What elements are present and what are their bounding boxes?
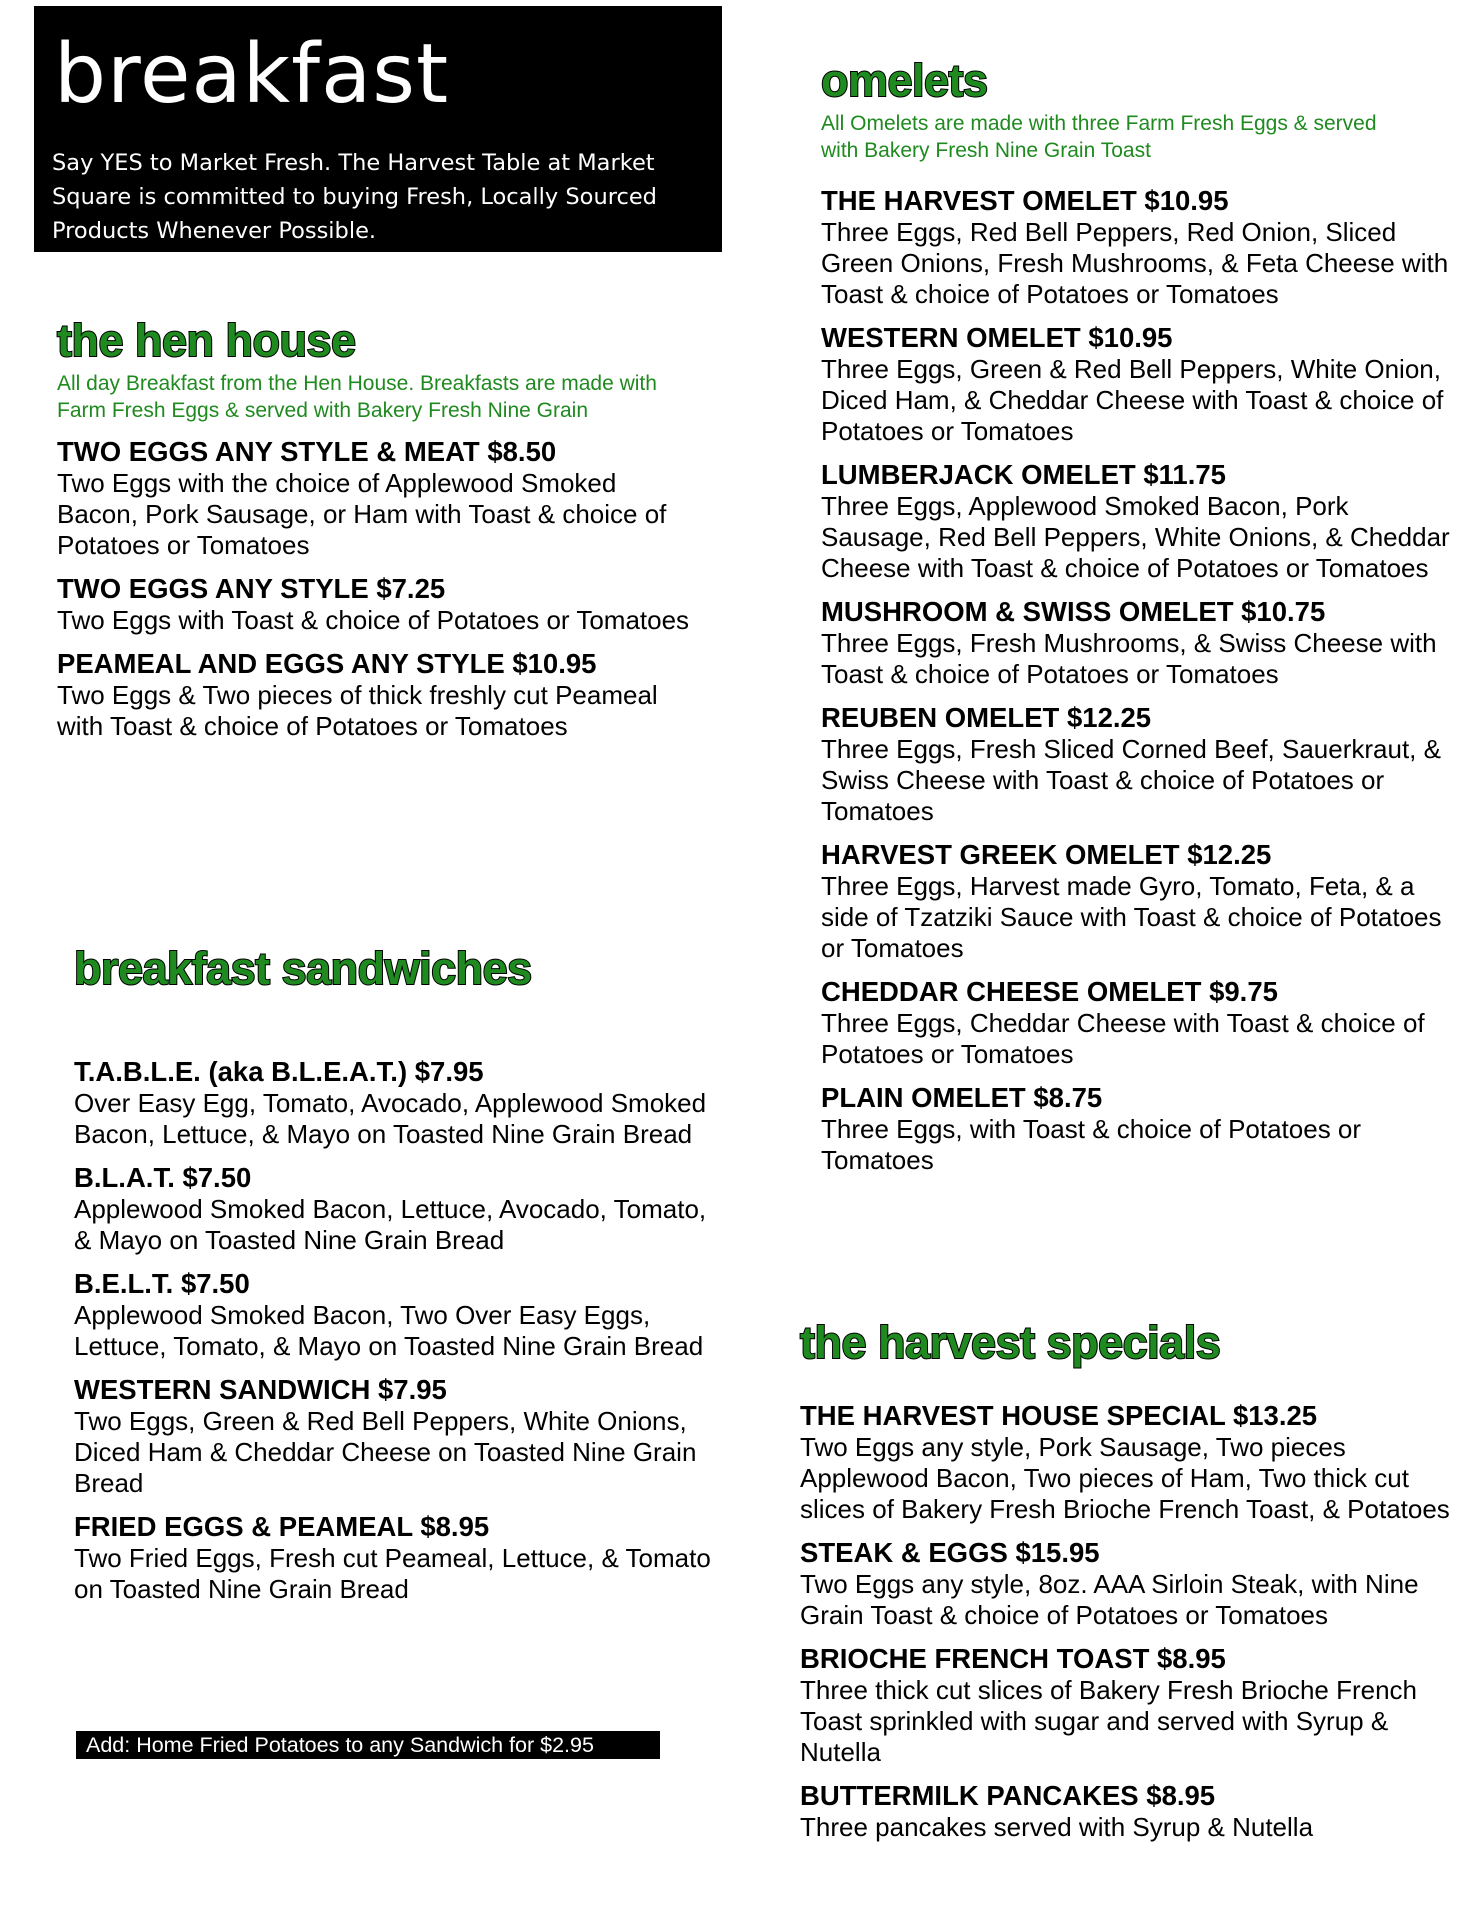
menu-item (74, 1056, 714, 1150)
item-name: PLAIN OMELET $8.75 (821, 1082, 1103, 1113)
menu-item (57, 573, 697, 636)
specials-section (800, 1318, 1450, 1855)
menu-item (821, 839, 1461, 964)
sandwiches-list (74, 1056, 714, 1617)
menu-item (821, 1082, 1461, 1176)
menu-item (74, 1511, 714, 1605)
menu-item (57, 648, 697, 742)
item-desc: Two Eggs & Two pieces of thick freshly cut Peameal with Toast & choice of Potatoes or Tomatoes (57, 680, 658, 741)
menu-item (800, 1537, 1450, 1631)
item-name: BRIOCHE FRENCH TOAST $8.95 (800, 1643, 1226, 1674)
item-name: WESTERN SANDWICH $7.95 (74, 1374, 447, 1405)
item-desc: Three Eggs, Harvest made Gyro, Tomato, Feta, & a side of Tzatziki Sauce with Toast & choice of Potatoes or Tomatoes (821, 871, 1442, 963)
item-desc: Three Eggs, Fresh Sliced Corned Beef, Sauerkraut, & Swiss Cheese with Toast & choice of Potatoes or Tomatoes (821, 734, 1441, 826)
addon-banner: Add: Home Fried Potatoes to any Sandwich for $2.95 (76, 1731, 660, 1759)
item-desc: Three Eggs, Fresh Mushrooms, & Swiss Cheese with Toast & choice of Potatoes or Tomatoes (821, 628, 1437, 689)
menu-item (74, 1268, 714, 1362)
menu-item (74, 1374, 714, 1499)
specials-heading: the harvest specials (800, 1317, 1221, 1368)
omelets-heading: omelets (821, 55, 988, 106)
item-desc: Two Eggs with the choice of Applewood Smoked Bacon, Pork Sausage, or Ham with Toast & choice of Potatoes or Tomatoes (57, 468, 667, 560)
item-name: FRIED EGGS & PEAMEAL $8.95 (74, 1511, 490, 1542)
item-name: TWO EGGS ANY STYLE & MEAT $8.50 (57, 436, 557, 467)
item-desc: Applewood Smoked Bacon, Two Over Easy Eggs, Lettuce, Tomato, & Mayo on Toasted Nine Grain Bread (74, 1300, 704, 1361)
menu-item (800, 1643, 1450, 1768)
item-desc: Three pancakes served with Syrup & Nutella (800, 1812, 1314, 1842)
item-name: WESTERN OMELET $10.95 (821, 322, 1173, 353)
menu-item (821, 322, 1461, 447)
item-desc: Three Eggs, with Toast & choice of Potatoes or Tomatoes (821, 1114, 1362, 1175)
item-name: THE HARVEST OMELET $10.95 (821, 185, 1229, 216)
menu-item (821, 459, 1461, 584)
menu-item (74, 1162, 714, 1256)
menu-item (821, 185, 1461, 310)
menu-item (57, 436, 697, 561)
menu-item (800, 1780, 1450, 1843)
item-desc: Two Eggs, Green & Red Bell Peppers, White Onions, Diced Ham & Cheddar Cheese on Toasted Nine Grain Bread (74, 1406, 697, 1498)
hen-house-section (57, 316, 697, 754)
item-desc: Two Fried Eggs, Fresh cut Peameal, Lettuce, & Tomato on Toasted Nine Grain Bread (74, 1543, 711, 1604)
item-name: THE HARVEST HOUSE SPECIAL $13.25 (800, 1400, 1318, 1431)
item-name: REUBEN OMELET $12.25 (821, 702, 1152, 733)
item-name: MUSHROOM & SWISS OMELET $10.75 (821, 596, 1326, 627)
item-name: B.L.A.T. $7.50 (74, 1162, 252, 1193)
omelets-note: All Omelets are made with three Farm Fresh Eggs & served with Bakery Fresh Nine Grain Toast (821, 112, 1377, 162)
sandwiches-section (74, 944, 714, 994)
item-name: HARVEST GREEK OMELET $12.25 (821, 839, 1272, 870)
item-desc: Three Eggs, Applewood Smoked Bacon, Pork Sausage, Red Bell Peppers, White Onions, & Cheddar Cheese with Toast & choice of Potatoes or Tomatoes (821, 491, 1450, 583)
item-desc: Three thick cut slices of Bakery Fresh Brioche French Toast sprinkled with sugar and served with Syrup & Nutella (800, 1675, 1418, 1767)
item-desc: Three Eggs, Cheddar Cheese with Toast & choice of Potatoes or Tomatoes (821, 1008, 1425, 1069)
intro-text: Say YES to Market Fresh. The Harvest Table at Market Square is committed to buying Fresh, Locally Sourced Products Whenever Possible. (52, 150, 657, 244)
item-name: B.E.L.T. $7.50 (74, 1268, 250, 1299)
menu-item (821, 596, 1461, 690)
item-name: PEAMEAL AND EGGS ANY STYLE $10.95 (57, 648, 597, 679)
item-desc: Two Eggs with Toast & choice of Potatoes or Tomatoes (57, 605, 690, 635)
item-name: STEAK & EGGS $15.95 (800, 1537, 1100, 1568)
item-desc: Over Easy Egg, Tomato, Avocado, Applewood Smoked Bacon, Lettuce, & Mayo on Toasted Nine Grain Bread (74, 1088, 707, 1149)
item-desc: Applewood Smoked Bacon, Lettuce, Avocado, Tomato, & Mayo on Toasted Nine Grain Bread (74, 1194, 707, 1255)
item-name: TWO EGGS ANY STYLE $7.25 (57, 573, 446, 604)
page-title: breakfast (54, 27, 450, 122)
omelets-section (821, 56, 1461, 1188)
item-desc: Two Eggs any style, 8oz. AAA Sirloin Steak, with Nine Grain Toast & choice of Potatoes or Tomatoes (800, 1569, 1419, 1630)
hen-house-heading: the hen house (57, 315, 356, 366)
item-name: T.A.B.L.E. (aka B.L.E.A.T.) $7.95 (74, 1056, 484, 1087)
item-desc: Two Eggs any style, Pork Sausage, Two pieces Applewood Bacon, Two pieces of Ham, Two thick cut slices of Bakery Fresh Brioche French Toast, & Potatoes (800, 1432, 1450, 1524)
item-desc: Three Eggs, Red Bell Peppers, Red Onion, Sliced Green Onions, Fresh Mushrooms, & Feta Cheese with Toast & choice of Potatoes or Tomatoes (821, 217, 1449, 309)
item-name: BUTTERMILK PANCAKES $8.95 (800, 1780, 1216, 1811)
menu-item (800, 1400, 1450, 1525)
hen-house-note: All day Breakfast from the Hen House. Breakfasts are made with Farm Fresh Eggs & served with Bakery Fresh Nine Grain (57, 372, 657, 422)
title-banner (34, 6, 722, 252)
sandwiches-heading: breakfast sandwiches (74, 943, 532, 994)
item-name: LUMBERJACK OMELET $11.75 (821, 459, 1226, 490)
menu-item (821, 976, 1461, 1070)
item-name: CHEDDAR CHEESE OMELET $9.75 (821, 976, 1278, 1007)
item-desc: Three Eggs, Green & Red Bell Peppers, White Onion, Diced Ham, & Cheddar Cheese with Toast & choice of Potatoes or Tomatoes (821, 354, 1444, 446)
menu-item (821, 702, 1461, 827)
